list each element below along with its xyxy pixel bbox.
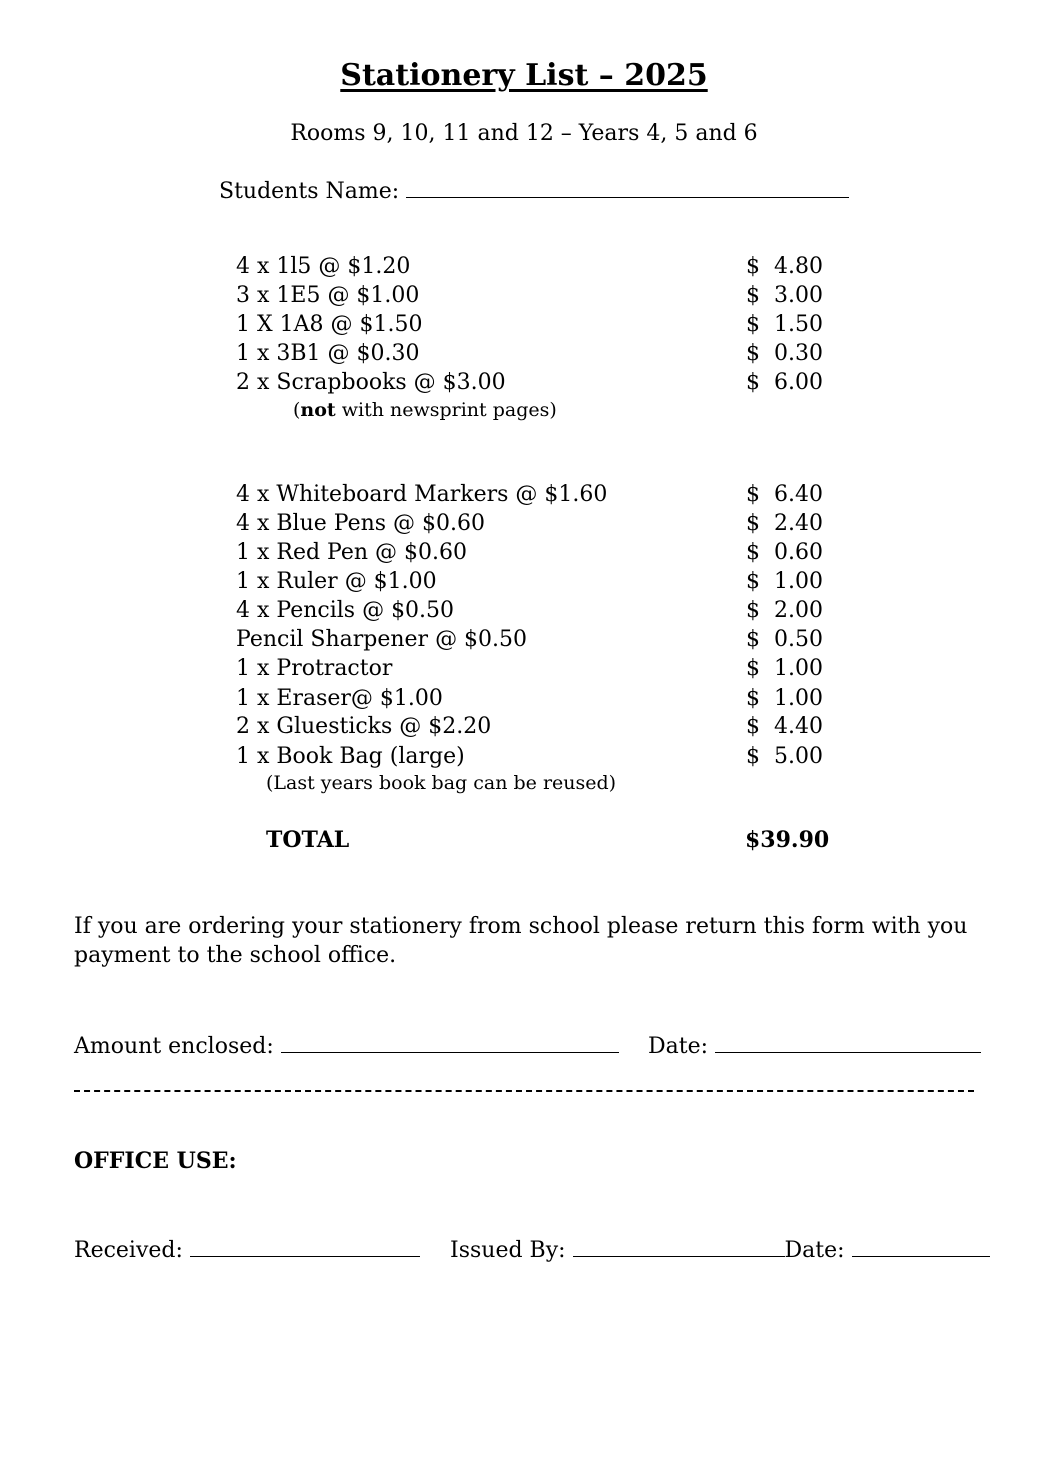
scrapbook-note — [293, 399, 557, 421]
note-rest: with newsprint pages) — [335, 399, 557, 421]
item-name: 2 x Scrapbooks @ $3.00 — [236, 370, 506, 395]
item-price: $ 1.50 — [746, 312, 823, 337]
item-price: $ 3.00 — [746, 283, 823, 308]
item-name: Pencil Sharpener @ $0.50 — [236, 627, 528, 652]
amount-label: Amount enclosed: — [74, 1034, 274, 1059]
item-name: 1 x 3B1 @ $0.30 — [236, 341, 420, 366]
payment-date-row — [648, 1030, 981, 1059]
amount-row — [74, 1030, 619, 1059]
item-price: $ 0.30 — [746, 341, 823, 366]
item-name: 4 x Whiteboard Markers @ $1.60 — [236, 482, 608, 507]
issued-by-label: Issued By: — [450, 1238, 566, 1263]
item-price: $ 1.00 — [746, 656, 823, 681]
amount-field[interactable] — [281, 1030, 619, 1053]
item-name: 4 x 1l5 @ $1.20 — [236, 254, 411, 279]
student-name-field[interactable] — [406, 175, 849, 198]
issued-by-field[interactable] — [573, 1234, 785, 1257]
total-value: $39.90 — [745, 827, 830, 853]
item-price: $ 4.40 — [746, 714, 823, 739]
item-name: 1 x Red Pen @ $0.60 — [236, 540, 468, 565]
received-row — [74, 1234, 420, 1263]
item-name: 1 x Eraser@ $1.00 — [236, 686, 443, 711]
payment-date-label: Date: — [648, 1034, 709, 1059]
instructions-line-2: payment to the school office. — [74, 943, 397, 968]
item-name: 3 x 1E5 @ $1.00 — [236, 283, 420, 308]
office-use-heading: OFFICE USE: — [74, 1148, 237, 1174]
received-field[interactable] — [190, 1234, 420, 1257]
item-name: 1 X 1A8 @ $1.50 — [236, 312, 423, 337]
office-date-label: Date: — [784, 1238, 845, 1263]
note-open: ( — [293, 399, 301, 421]
total-label: TOTAL — [266, 827, 350, 853]
payment-date-field[interactable] — [715, 1030, 981, 1053]
page-subtitle: Rooms 9, 10, 11 and 12 – Years 4, 5 and 6 — [290, 121, 758, 146]
note-bold: not — [300, 399, 336, 421]
item-price: $ 5.00 — [746, 744, 823, 769]
item-name: 1 x Book Bag (large) — [236, 744, 465, 769]
student-name-row — [219, 175, 849, 204]
item-price: $ 0.60 — [746, 540, 823, 565]
item-price: $ 6.40 — [746, 482, 823, 507]
item-name: 4 x Pencils @ $0.50 — [236, 598, 455, 623]
item-price: $ 6.00 — [746, 370, 823, 395]
item-price: $ 0.50 — [746, 627, 823, 652]
issued-by-row — [450, 1234, 990, 1263]
office-date-field[interactable] — [852, 1234, 990, 1257]
instructions-line-1: If you are ordering your stationery from school please return this form with you — [74, 914, 968, 939]
item-price: $ 2.40 — [746, 511, 823, 536]
item-name: 1 x Ruler @ $1.00 — [236, 569, 437, 594]
page-title: Stationery List – 2025 — [340, 58, 708, 93]
received-label: Received: — [74, 1238, 183, 1263]
student-name-label: Students Name: — [219, 179, 400, 204]
item-name: 2 x Gluesticks @ $2.20 — [236, 714, 492, 739]
cut-line — [74, 1090, 974, 1092]
book-bag-note: (Last years book bag can be reused) — [266, 772, 617, 794]
item-price: $ 1.00 — [746, 686, 823, 711]
item-price: $ 1.00 — [746, 569, 823, 594]
item-name: 4 x Blue Pens @ $0.60 — [236, 511, 486, 536]
item-name: 1 x Protractor — [236, 656, 393, 681]
item-price: $ 4.80 — [746, 254, 823, 279]
item-price: $ 2.00 — [746, 598, 823, 623]
